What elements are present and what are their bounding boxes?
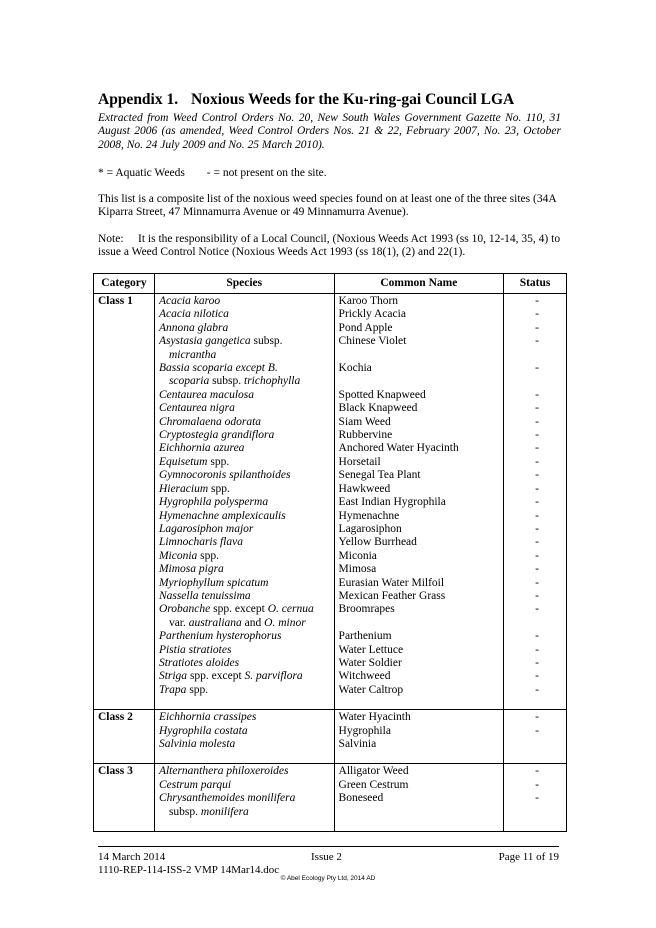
appendix-heading [98,91,514,109]
legend-absent: - = not present on the site. [206,167,327,179]
species-name: Equisetum [158,455,208,468]
status-cell: - [504,362,567,389]
common-name-cell: Pond Apple [334,322,504,335]
species-cell [154,402,334,415]
status-cell: - [504,496,567,509]
species-cell [154,335,334,362]
category-cell: Class 1 [94,294,155,309]
species-name: Bassia scoparia except B. [158,362,278,375]
species-cell [154,523,334,536]
species-name: Chromalaena odorata [158,415,262,428]
common-name-cell: Chinese Violet [334,335,504,362]
status-cell: - [504,402,567,415]
status-cell: - [504,389,567,402]
table-row [94,469,567,482]
table-row [94,416,567,429]
species-cell [154,738,334,764]
note-text: It is the responsibility of a Local Council, (Noxious Weeds Act 1993 (ss 10, 12-14, 35, 4) to issue a Weed Control Notice (Noxious Weeds Act 1993 (ss 18(1), (2) and 22(1). [98,233,561,259]
status-cell: - [504,483,567,496]
header-status: Status [504,274,567,294]
category-cell [94,536,155,549]
species-cell [154,429,334,442]
species-qualifier: spp. [197,549,219,562]
species-name: Mimosa pigra [158,563,224,576]
footer-left [98,851,279,877]
category-cell [94,603,155,630]
species-conjunction: and [241,616,265,629]
table-header-row [94,274,567,294]
category-cell [94,550,155,563]
species-cell [154,644,334,657]
category-cell [94,308,155,321]
category-cell [94,442,155,455]
species-cell [154,442,334,455]
species-cell [154,536,334,549]
category-cell [94,577,155,590]
species-exception: O. minor [264,616,306,629]
species-name-cont: scoparia [168,375,210,388]
table-row [94,577,567,590]
status-cell: - [504,779,567,792]
common-name-cell: Green Cestrum [334,779,504,792]
status-cell: - [504,429,567,442]
species-cell [154,308,334,321]
species-name: Hygrophila polysperma [158,496,269,509]
footer-date: 14 March 2014 [98,851,166,863]
table-row [94,308,567,321]
species-cell [154,416,334,429]
table-row [94,442,567,455]
category-cell [94,456,155,469]
legend [98,167,327,179]
appendix-title: Noxious Weeds for the Ku-ring-gai Council LGA [191,91,515,108]
species-cell [154,577,334,590]
status-cell: - [504,764,567,779]
species-name: Centaurea maculosa [158,388,255,401]
council-note [98,233,561,260]
species-cell [154,590,334,603]
species-cell [154,510,334,523]
status-cell: - [504,710,567,725]
category-cell [94,362,155,389]
status-cell: - [504,563,567,576]
table-row [94,590,567,603]
common-name-cell: Boneseed [334,792,504,831]
status-cell: - [504,469,567,482]
species-cell [154,710,334,725]
species-name: Limnocharis flava [158,536,243,549]
species-qualifier: spp. except [187,670,245,683]
category-cell: Class 2 [94,710,155,725]
footer-copyright: © Abel Ecology Pty Ltd, 2014 AD [280,875,376,882]
category-cell [94,644,155,657]
species-name: Hygrophila costata [158,724,248,737]
table-row [94,536,567,549]
species-cell [154,469,334,482]
common-name-cell: Hawkweed [334,483,504,496]
species-name: Asystasia gangetica [158,335,251,348]
species-cell [154,792,334,831]
category-cell [94,322,155,335]
species-cell [154,322,334,335]
species-name: Nassella tenuissima [158,589,251,602]
species-name-cont: micrantha [168,348,217,361]
header-category: Category [94,274,155,294]
table-row [94,644,567,657]
appendix-number: Appendix 1. [98,91,179,108]
table-row [94,603,567,630]
species-qualifier: spp. [207,455,230,468]
common-name-cell: Witchweed [334,670,504,683]
species-variety: monilifera [200,805,249,818]
status-cell: - [504,308,567,321]
status-cell: - [504,630,567,643]
category-cell [94,389,155,402]
table-row [94,792,567,831]
table-row [94,456,567,469]
common-name-cell: Miconia [334,550,504,563]
status-cell: - [504,294,567,309]
species-cell [154,603,334,630]
category-cell [94,496,155,509]
species-cell [154,496,334,509]
table-row [94,496,567,509]
species-exception: O. cernua [267,603,314,616]
species-name: Annona glabra [158,321,229,334]
species-name: Centaurea nigra [158,402,235,415]
category-cell [94,725,155,738]
species-name: Gymnocoronis spilanthoides [158,469,291,482]
category-cell [94,779,155,792]
table-row [94,563,567,576]
species-cell [154,764,334,779]
species-name: Lagarosiphon major [158,522,254,535]
table-row [94,657,567,670]
common-name-cell: Black Knapweed [334,402,504,415]
common-name-cell: Rubbervine [334,429,504,442]
species-name: Hymenachne amplexicaulis [158,509,286,522]
species-name-cont: var. [168,616,189,629]
species-name: Acacia karoo [158,295,221,307]
species-cell [154,684,334,710]
status-cell: - [504,416,567,429]
status-cell: - [504,550,567,563]
common-name-cell: Hymenachne [334,510,504,523]
common-name-cell: Senegal Tea Plant [334,469,504,482]
common-name-cell: Water Hyacinth [334,710,504,725]
common-name-cell: Spotted Knapweed [334,389,504,402]
composite-note: This list is a composite list of the noxious weed species found on at least one of the three sites (34A Kiparra Street, 47 Minnamurra Avenue or 49 Minnamurra Avenue). [98,193,556,219]
species-exception: trichophylla [244,375,301,388]
category-cell [94,429,155,442]
common-name-cell: Water Caltrop [334,684,504,710]
status-cell: - [504,510,567,523]
category-cell [94,657,155,670]
common-name-cell: Kochia [334,362,504,389]
status-cell: - [504,442,567,455]
category-cell [94,523,155,536]
species-name: Pistia stratiotes [158,643,232,656]
table-row [94,550,567,563]
category-cell [94,510,155,523]
common-name-cell: Parthenium [334,630,504,643]
status-cell: - [504,670,567,683]
common-name-cell: Anchored Water Hyacinth [334,442,504,455]
common-name-cell: East Indian Hygrophila [334,496,504,509]
species-cell [154,389,334,402]
species-name: Striga [158,670,188,683]
species-name: Acacia nilotica [158,308,229,321]
table-row [94,684,567,710]
species-cell [154,630,334,643]
status-cell: - [504,644,567,657]
species-name-cont: subsp. [168,805,201,818]
table-row [94,402,567,415]
common-name-cell: Yellow Burrhead [334,536,504,549]
species-name: Cryptostegia grandiflora [158,429,275,442]
species-name: Alternanthera philoxeroides [158,765,289,778]
common-name-cell: Mimosa [334,563,504,576]
species-cell [154,483,334,496]
species-name: Myriophyllum spicatum [158,576,269,589]
species-name: Cestrum parqui [158,778,232,791]
common-name-cell: Broomrapes [334,603,504,630]
table-row [94,764,567,779]
noxious-weeds-table [93,273,567,832]
status-cell: - [504,657,567,670]
species-cell [154,657,334,670]
species-qualifier: spp. [208,482,230,495]
table-row [94,738,567,764]
note-label: Note: [98,233,124,245]
status-cell: - [504,335,567,362]
common-name-cell: Salvinia [334,738,504,764]
table-row [94,510,567,523]
category-cell [94,402,155,415]
species-cell [154,362,334,389]
category-cell [94,670,155,683]
source-citation: Extracted from Weed Control Orders No. 20, New South Wales Government Gazette No. 110, 31 August 2006 (as amended, Weed Control Orders Nos. 21 & 22, February 2007, No. 23, October 2008, No. 24 July 2009 and No. 25 March 2010). [98,112,561,151]
table-row [94,362,567,389]
category-cell [94,684,155,710]
footer-docref: 1110-REP-114-ISS-2 VMP 14Mar14.doc [98,864,280,876]
species-name: Chrysanthemoides monilifera [158,792,296,805]
status-cell: - [504,322,567,335]
species-cell [154,563,334,576]
species-cell [154,294,334,309]
table-row [94,322,567,335]
status-cell: - [504,577,567,590]
species-name: Orobanche [158,603,211,616]
table-row [94,523,567,536]
footer-divider [98,846,559,847]
table-row [94,630,567,643]
common-name-cell: Water Soldier [334,657,504,670]
species-cell [154,670,334,683]
table-row [94,429,567,442]
species-name: Miconia [158,549,198,562]
legend-aquatic: * = Aquatic Weeds [98,167,185,179]
species-cell [154,456,334,469]
species-variety: australiana [188,616,242,629]
species-name: Parthenium hysterophorus [158,630,282,643]
table-row [94,725,567,738]
table-row [94,389,567,402]
species-cell [154,779,334,792]
category-cell [94,563,155,576]
status-cell: - [504,536,567,549]
category-cell: Class 3 [94,764,155,779]
table-row [94,335,567,362]
species-qualifier: spp. [186,683,209,696]
footer-page-number: Page 11 of 19 [498,851,559,863]
species-cell [154,725,334,738]
status-cell: - [504,456,567,469]
species-exception: S. parviflora [244,670,303,683]
species-name: Stratiotes aloides [158,656,240,669]
species-name: Salvinia molesta [158,738,236,750]
header-species: Species [154,274,334,294]
table-body [94,294,567,832]
header-common-name: Common Name [334,274,504,294]
species-name: Trapa [158,683,187,696]
status-cell: - [504,684,567,710]
common-name-cell: Prickly Acacia [334,308,504,321]
table-row [94,779,567,792]
common-name-cell: Water Lettuce [334,644,504,657]
status-cell: - [504,590,567,603]
status-cell: - [504,523,567,536]
category-cell [94,630,155,643]
species-qualifier: spp. except [210,603,268,616]
category-cell [94,792,155,831]
category-cell [94,335,155,362]
status-cell: - [504,725,567,738]
common-name-cell: Hygrophila [334,725,504,738]
table-row [94,483,567,496]
category-cell [94,738,155,764]
status-cell [504,738,567,764]
species-cell [154,550,334,563]
category-cell [94,590,155,603]
common-name-cell: Alligator Weed [334,764,504,779]
category-cell [94,469,155,482]
status-cell: - [504,603,567,630]
species-qualifier: subsp. [250,335,283,348]
common-name-cell: Siam Weed [334,416,504,429]
species-qualifier: subsp. [209,375,245,388]
table-row [94,710,567,725]
species-name: Eichhornia crassipes [158,711,257,724]
common-name-cell: Horsetail [334,456,504,469]
status-cell: - [504,792,567,831]
species-name: Eichhornia azurea [158,442,245,455]
species-name: Hieracium [158,482,209,495]
common-name-cell: Karoo Thorn [334,294,504,309]
table-row [94,294,567,309]
common-name-cell: Lagarosiphon [334,523,504,536]
common-name-cell: Mexican Feather Grass [334,590,504,603]
category-cell [94,416,155,429]
common-name-cell: Eurasian Water Milfoil [334,577,504,590]
table-row [94,670,567,683]
footer-issue: Issue 2 [311,851,342,863]
category-cell [94,483,155,496]
